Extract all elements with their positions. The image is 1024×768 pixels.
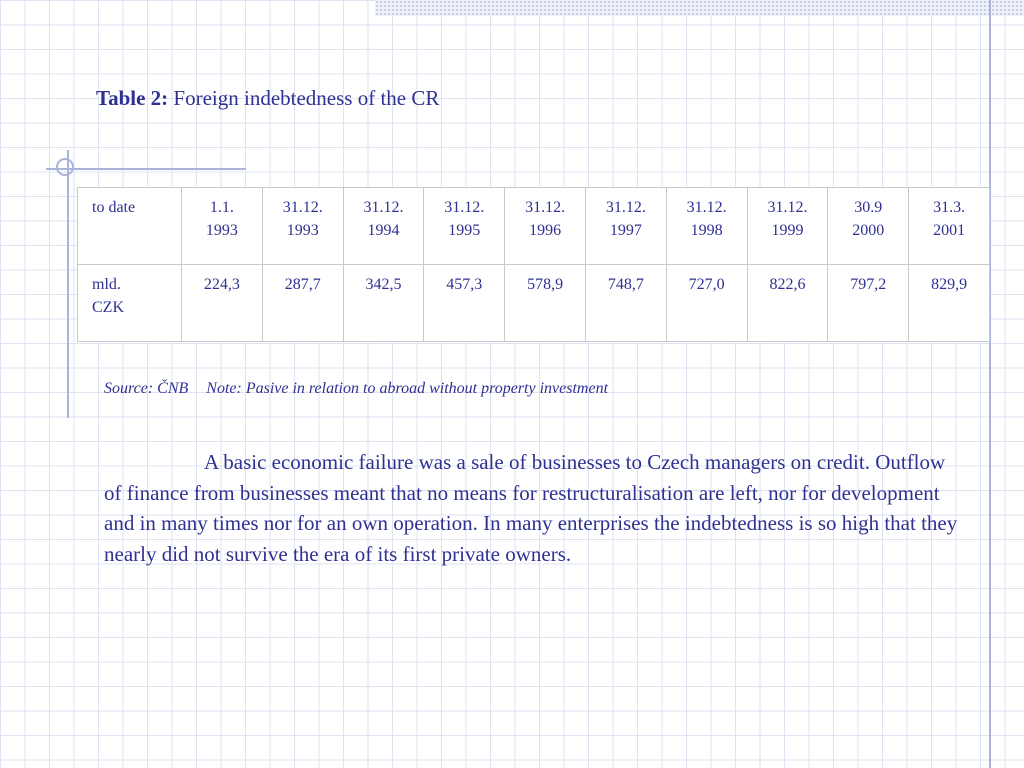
table-cell-date: 31.3. 2001 xyxy=(909,188,990,265)
decorative-vertical-line xyxy=(989,0,991,768)
table-cell-date: 31.12. 1998 xyxy=(666,188,747,265)
table-row-dates xyxy=(78,188,990,265)
table-cell-date: 31.12. 1999 xyxy=(747,188,828,265)
table-cell-value: 342,5 xyxy=(343,265,424,342)
table-cell-date: 1.1. 1993 xyxy=(182,188,263,265)
table-cell-date: 31.12. 1997 xyxy=(585,188,666,265)
row-header-date: to date xyxy=(78,188,182,265)
table-cell-value: 457,3 xyxy=(424,265,505,342)
table-cell-date: 31.12. 1996 xyxy=(505,188,586,265)
indebtedness-table xyxy=(77,187,990,342)
table-cell-date: 31.12. 1993 xyxy=(262,188,343,265)
table-cell-value: 829,9 xyxy=(909,265,990,342)
decorative-dotted-band xyxy=(375,0,1024,16)
table-cell-value: 822,6 xyxy=(747,265,828,342)
table-cell-date: 31.12. 1995 xyxy=(424,188,505,265)
table-cell-value: 224,3 xyxy=(182,265,263,342)
table-cell-date: 30.9 2000 xyxy=(828,188,909,265)
note-text: Note: Pasive in relation to abroad without property investment xyxy=(206,380,609,397)
title-text: Foreign indebtedness of the CR xyxy=(173,86,440,110)
body-paragraph: A basic economic failure was a sale of businesses to Czech managers on credit. Outflow of finance from businesses meant that no means for restructuralisation are left, nor for development and in many times nor for an own operation. In many enterprises the indebtedness is so high that they nearly did not survive the era of its first private owners. xyxy=(104,450,958,566)
table-cell-value: 727,0 xyxy=(666,265,747,342)
source-text: Source: ČNB xyxy=(104,380,189,397)
table-cell-value: 748,7 xyxy=(585,265,666,342)
slide-title xyxy=(96,86,439,111)
source-note xyxy=(104,380,608,398)
table-cell-date: 31.12. 1994 xyxy=(343,188,424,265)
decorative-vertical-line-left xyxy=(67,150,69,418)
table-cell-value: 578,9 xyxy=(505,265,586,342)
decorative-horizontal-line xyxy=(46,168,246,170)
row-header-unit: mld. CZK xyxy=(78,265,182,342)
decorative-circle xyxy=(56,158,74,176)
title-label: Table 2: xyxy=(96,86,169,110)
table-row-values xyxy=(78,265,990,342)
table-cell-value: 797,2 xyxy=(828,265,909,342)
table-cell-value: 287,7 xyxy=(262,265,343,342)
